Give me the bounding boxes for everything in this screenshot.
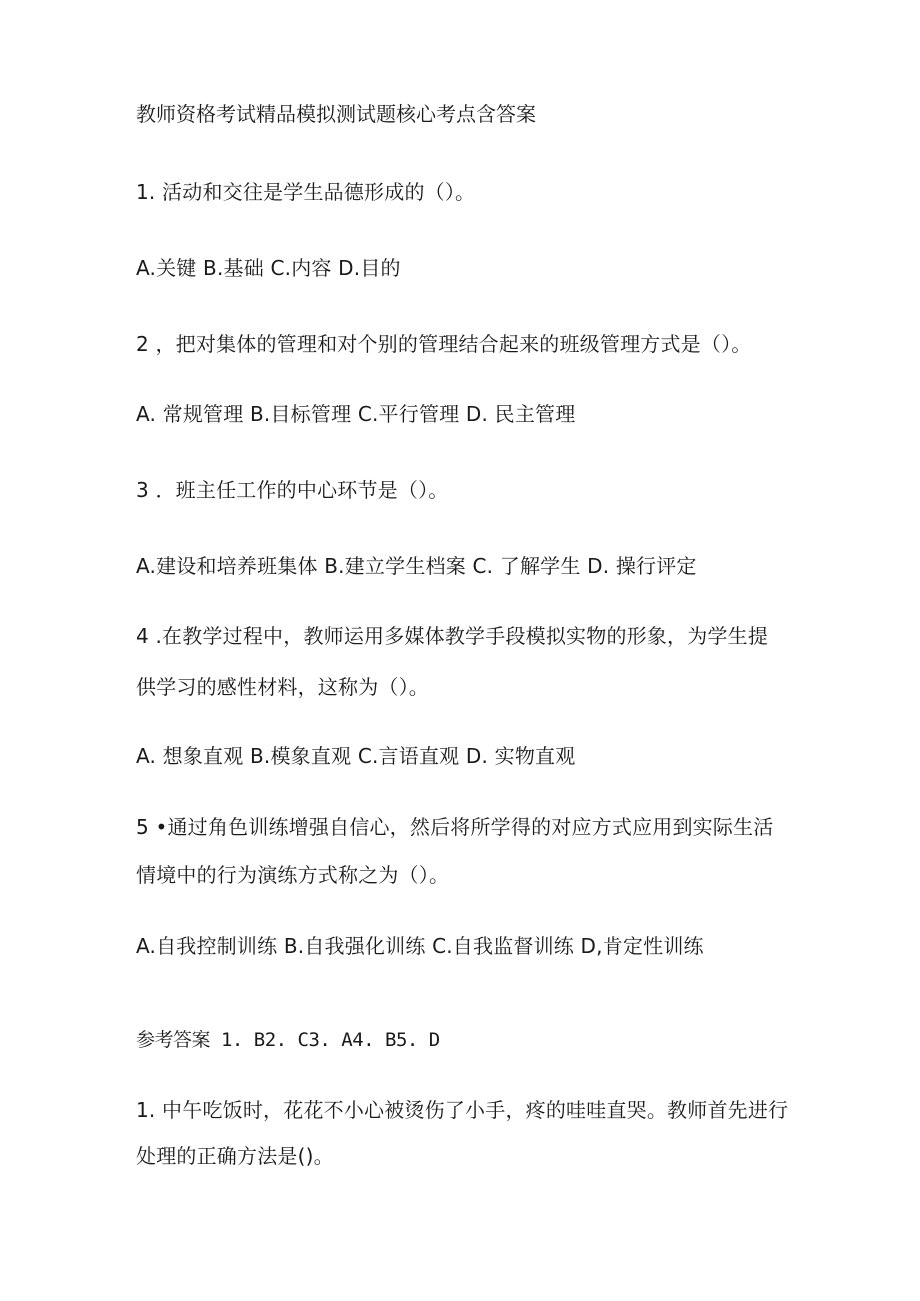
question-1-stem: 1. 活动和交往是学生品德形成的（）。 — [136, 180, 476, 204]
question-5-options: A.自我控制训练 B.自我强化训练 C.自我监督训练 D,肯定性训练 — [136, 934, 704, 958]
question-1-options: A.关键 B.基础 C.内容 D.目的 — [136, 256, 401, 280]
question-4-stem-line-1: 4 .在教学过程中，教师运用多媒体教学手段模拟实物的形象，为学生提 — [136, 624, 769, 648]
question-2-options: A. 常规管理 B.目标管理 C.平行管理 D. 民主管理 — [136, 402, 576, 426]
document-title: 教师资格考试精品模拟测试题核心考点含答案 — [136, 102, 536, 126]
question-4-stem-line-2: 供学习的感性材料，这称为（）。 — [136, 675, 429, 699]
question-2-stem: 2 ，把对集体的管理和对个别的管理结合起来的班级管理方式是（）。 — [136, 332, 752, 356]
next-question-stem-line-1: 1. 中午吃饭时，花花不小心被烫伤了小手，疼的哇哇直哭。教师首先进行 — [136, 1098, 789, 1122]
question-4-options: A. 想象直观 B.模象直观 C.言语直观 D. 实物直观 — [136, 744, 576, 768]
answer-key: 参考答案 1. B2. C3. A4. B5. D — [136, 1029, 440, 1051]
question-3-stem: 3 ．班主任工作的中心环节是（）。 — [136, 478, 449, 502]
question-3-options: A.建设和培养班集体 B.建立学生档案 C. 了解学生 D. 操行评定 — [136, 554, 697, 578]
next-question-stem-line-2: 处理的正确方法是()。 — [136, 1144, 334, 1168]
question-5-stem-line-1: 5 •通过角色训练增强自信心，然后将所学得的对应方式应用到实际生活 — [136, 815, 774, 839]
question-5-stem-line-2: 情境中的行为演练方式称之为（）。 — [136, 863, 450, 887]
